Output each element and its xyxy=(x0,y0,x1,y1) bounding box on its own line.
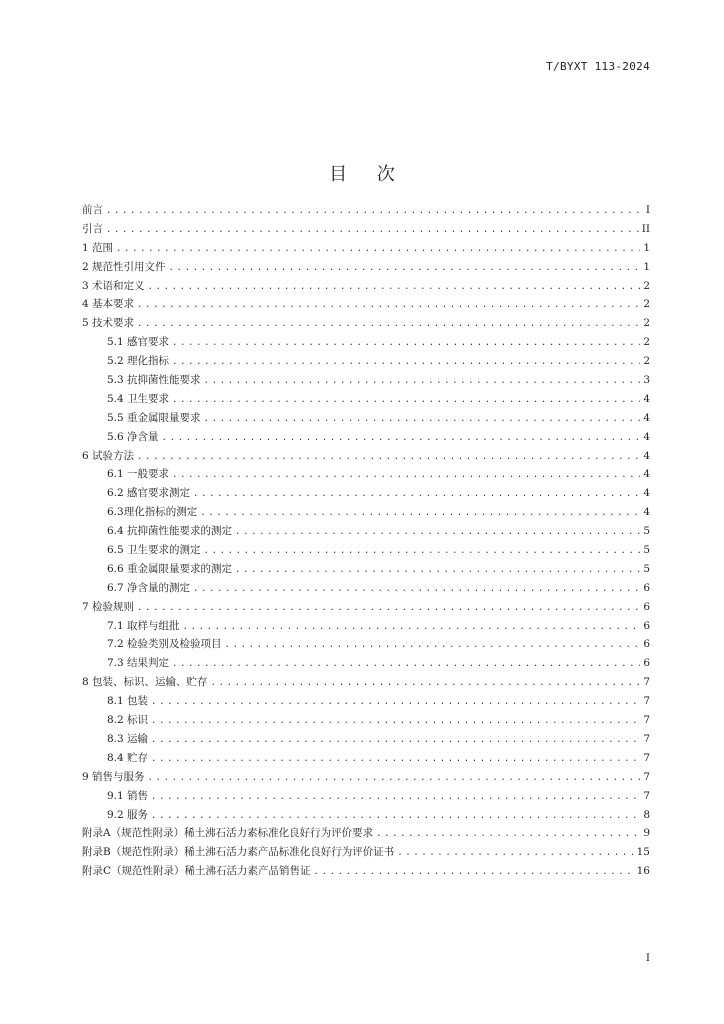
toc-entry-label: 6.1 一般要求 xyxy=(107,468,170,481)
dot-leader xyxy=(151,731,640,750)
toc-entry[interactable] xyxy=(82,409,650,428)
toc-entry-page: 4 xyxy=(643,468,650,481)
toc-entry-page: 7 xyxy=(643,789,650,802)
toc-entry[interactable] xyxy=(82,258,650,277)
toc-entry-label: 4 基本要求 xyxy=(82,298,135,311)
toc-entry[interactable] xyxy=(82,843,650,862)
dot-leader xyxy=(151,788,640,807)
toc-entry-page: 9 xyxy=(643,827,650,840)
toc-entry-label: 6.5 卫生要求的测定 xyxy=(107,544,201,557)
toc-entry-label: 3 术语和定义 xyxy=(82,279,145,292)
toc-entry[interactable] xyxy=(82,314,650,333)
toc-entry-label: 9.2 服务 xyxy=(107,808,149,821)
toc-entry-label: 附录B（规范性附录）稀土沸石活力素产品标准化良好行为评价证书 xyxy=(82,846,395,859)
toc-entry[interactable] xyxy=(82,277,650,296)
toc-entry-label: 8 包装、标识、运输、贮存 xyxy=(82,676,208,689)
toc-entry-label: 7.2 检验类别及检验项目 xyxy=(107,638,222,651)
toc-entry-label: 6.2 感官要求测定 xyxy=(107,487,191,500)
dot-leader xyxy=(314,863,634,882)
toc-entry[interactable] xyxy=(82,824,650,843)
dot-leader xyxy=(204,372,641,391)
toc-entry-label: 9.1 销售 xyxy=(107,789,149,802)
dot-leader xyxy=(106,221,639,240)
toc-entry[interactable] xyxy=(82,711,650,730)
dot-leader xyxy=(204,410,641,429)
dot-leader xyxy=(183,618,641,637)
toc-entry-label: 8.4 贮存 xyxy=(107,751,149,764)
dot-leader xyxy=(200,504,640,523)
toc-entry-page: 4 xyxy=(643,430,650,443)
dot-leader xyxy=(137,315,640,334)
toc-entry-label: 7.3 结果判定 xyxy=(107,657,170,670)
toc-entry[interactable] xyxy=(82,503,650,522)
dot-leader xyxy=(151,693,640,712)
toc-entry[interactable] xyxy=(82,522,650,541)
dot-leader xyxy=(376,825,640,844)
toc-entry-label: 附录A（规范性附录）稀土沸石活力素标准化良好行为评价要求 xyxy=(82,827,374,840)
toc-entry-page: 2 xyxy=(643,279,650,292)
toc-entry-page: 6 xyxy=(643,619,650,632)
toc-entry-page: 4 xyxy=(643,449,650,462)
toc-entry-label: 6.4 抗抑菌性能要求的测定 xyxy=(107,525,233,538)
toc-entry[interactable] xyxy=(82,541,650,560)
toc-entry[interactable] xyxy=(82,560,650,579)
dot-leader xyxy=(137,448,640,467)
toc-entry-page: 4 xyxy=(643,411,650,424)
toc-entry-page: 7 xyxy=(643,714,650,727)
document-code: T/BYXT 113-2024 xyxy=(546,60,650,73)
dot-leader xyxy=(193,485,640,504)
toc-title: 目 次 xyxy=(329,164,407,185)
toc-entry-page: 6 xyxy=(643,581,650,594)
toc-entry-page: 8 xyxy=(643,808,650,821)
toc-entry-page: II xyxy=(641,222,650,235)
toc-entry-label: 8.3 运输 xyxy=(107,732,149,745)
toc-entry-label: 5.6 净含量 xyxy=(107,430,159,443)
toc-entry-page: 2 xyxy=(643,317,650,330)
toc-entry[interactable] xyxy=(82,635,650,654)
toc-entry-label: 6.7 净含量的测定 xyxy=(107,581,191,594)
dot-leader xyxy=(137,296,640,315)
toc-entry-page: 6 xyxy=(643,638,650,651)
dot-leader xyxy=(172,334,640,353)
toc-entry[interactable] xyxy=(82,768,650,787)
toc-entry-label: 附录C（规范性附录）稀土沸石活力素产品销售证 xyxy=(82,865,311,878)
toc-entry[interactable] xyxy=(82,617,650,636)
toc-entry[interactable] xyxy=(82,673,650,692)
dot-leader xyxy=(137,599,640,618)
toc-entry-page: 6 xyxy=(643,600,650,613)
dot-leader xyxy=(235,561,640,580)
toc-entry[interactable] xyxy=(82,465,650,484)
toc-entry-label: 6 试验方法 xyxy=(82,449,135,462)
toc-entry-page: I xyxy=(645,204,650,216)
page-number: I xyxy=(645,952,650,964)
dot-leader xyxy=(151,712,640,731)
toc-entry[interactable] xyxy=(82,806,650,825)
dot-leader xyxy=(235,523,640,542)
toc-entry[interactable] xyxy=(82,787,650,806)
toc-entry[interactable] xyxy=(82,390,650,409)
dot-leader xyxy=(225,636,641,655)
dot-leader xyxy=(172,655,640,674)
toc-entry[interactable] xyxy=(82,428,650,447)
toc-entry[interactable] xyxy=(82,352,650,371)
toc-entry-label: 5.1 感官要求 xyxy=(107,336,170,349)
toc-entry-label: 前言 xyxy=(82,204,103,216)
toc-entry[interactable] xyxy=(82,239,650,258)
toc-entry[interactable] xyxy=(82,730,650,749)
toc-entry-page: 5 xyxy=(643,544,650,557)
toc-entry[interactable] xyxy=(82,333,650,352)
toc-entry-page: 4 xyxy=(643,392,650,405)
dot-leader xyxy=(397,844,633,863)
toc-entry-label: 引言 xyxy=(82,222,103,235)
toc-entry[interactable] xyxy=(82,484,650,503)
toc-entry-page: 7 xyxy=(643,770,650,783)
dot-leader xyxy=(172,353,640,372)
toc-entry-label: 9 销售与服务 xyxy=(82,770,145,783)
toc-entry-label: 5.4 卫生要求 xyxy=(107,392,170,405)
toc-entry-label: 2 规范性引用文件 xyxy=(82,260,166,273)
toc-entry-page: 2 xyxy=(643,355,650,368)
toc-entry-page: 7 xyxy=(643,695,650,708)
toc-entry-page: 4 xyxy=(643,506,650,519)
toc-entry[interactable] xyxy=(82,749,650,768)
toc-entry-label: 6.3理化指标的测定 xyxy=(107,506,198,519)
toc-entry-page: 16 xyxy=(636,865,650,878)
toc-entry[interactable] xyxy=(82,447,650,466)
dot-leader xyxy=(151,807,640,826)
toc-entry-page: 1 xyxy=(643,241,650,254)
dot-leader xyxy=(211,674,641,693)
toc-entry[interactable] xyxy=(82,295,650,314)
toc-entry-page: 2 xyxy=(643,336,650,349)
toc-entry-label: 5.3 抗抑菌性能要求 xyxy=(107,374,201,387)
dot-leader xyxy=(204,542,641,561)
toc-entry-page: 2 xyxy=(643,298,650,311)
toc-entry-page: 6 xyxy=(643,657,650,670)
toc-entry-page: 7 xyxy=(643,676,650,689)
toc-entry[interactable] xyxy=(82,598,650,617)
toc-entry[interactable] xyxy=(82,371,650,390)
toc-entry-label: 8.1 包装 xyxy=(107,695,149,708)
dot-leader xyxy=(106,202,643,221)
toc-entry-label: 6.6 重金属限量要求的测定 xyxy=(107,562,233,575)
toc-entry-label: 5 技术要求 xyxy=(82,317,135,330)
dot-leader xyxy=(148,278,641,297)
toc-entry[interactable] xyxy=(82,654,650,673)
toc-entry-page: 5 xyxy=(643,525,650,538)
toc-entry-label: 8.2 标识 xyxy=(107,714,149,727)
dot-leader xyxy=(193,580,640,599)
toc-entry-label: 5.5 重金属限量要求 xyxy=(107,411,201,424)
toc-entry-label: 7 检验规则 xyxy=(82,600,135,613)
dot-leader xyxy=(172,466,640,485)
toc-entry[interactable] xyxy=(82,692,650,711)
toc-entry-label: 5.2 理化指标 xyxy=(107,355,170,368)
toc-entry[interactable] xyxy=(82,201,650,220)
toc-entry-page: 7 xyxy=(643,751,650,764)
dot-leader xyxy=(169,259,641,278)
toc-entry-page: 7 xyxy=(643,732,650,745)
dot-leader xyxy=(151,750,640,769)
toc-entry-page: 3 xyxy=(643,374,650,387)
dot-leader xyxy=(162,429,641,448)
table-of-contents xyxy=(82,201,650,881)
dot-leader xyxy=(172,391,640,410)
toc-entry-page: 15 xyxy=(636,846,650,859)
dot-leader xyxy=(148,769,641,788)
toc-entry[interactable] xyxy=(82,220,650,239)
toc-entry[interactable] xyxy=(82,579,650,598)
toc-entry[interactable] xyxy=(82,862,650,881)
toc-entry-label: 7.1 取样与组批 xyxy=(107,619,180,632)
dot-leader xyxy=(116,240,640,259)
toc-entry-page: 4 xyxy=(643,487,650,500)
toc-entry-page: 1 xyxy=(643,260,650,273)
toc-entry-page: 5 xyxy=(643,562,650,575)
toc-entry-label: 1 范围 xyxy=(82,241,114,254)
